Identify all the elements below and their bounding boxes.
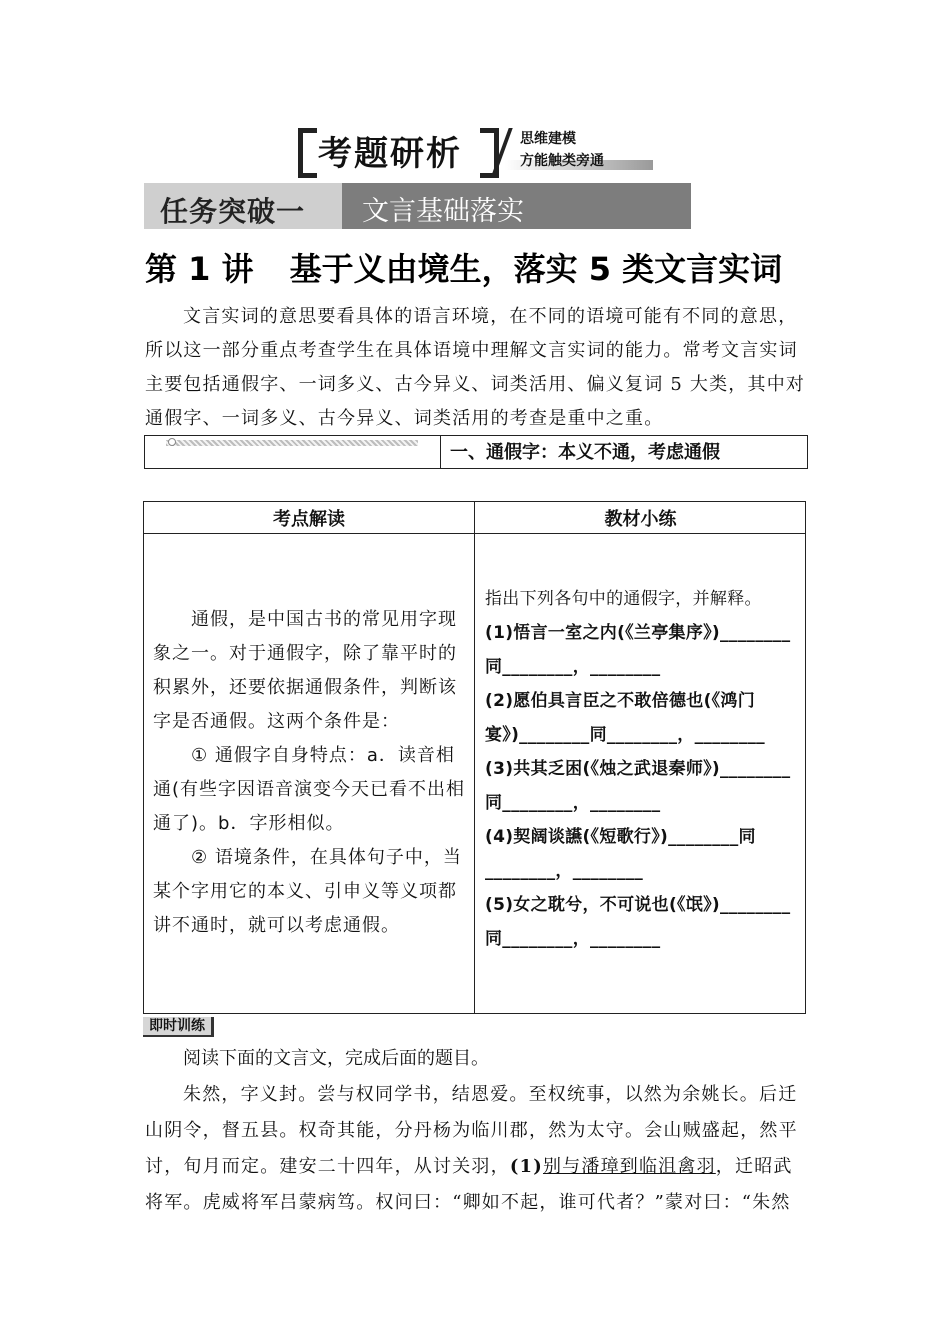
explanation-paragraph: ② 语境条件，在具体句子中，当某个字用它的本义、引申义等义项都讲不通时，就可以考虑通假。 (153, 847, 462, 936)
banner-subtitle-1: 思维建模 (520, 131, 576, 147)
classical-passage (145, 1077, 807, 1221)
banner-bracket-left (298, 128, 317, 178)
lesson-number: 第 1 讲 (145, 250, 254, 288)
intro-paragraph: 文言实词的意思要看具体的语言环境，在不同的语境可能有不同的意思，所以这一部分重点考查学生在具体语境中理解文言实词的能力。常考文言实词主要包括通假字、一词多义、古今异义、词类活用、偏义复词 5 大类，其中对通假字、一词多义、古今异义、词类活用的考查是重中之重。 (145, 306, 806, 429)
exercise-question: (1)悟言一室之内(《兰亭集序》)________同________，________ (485, 623, 791, 677)
exercise-question: (3)共其乏困(《烛之武退秦师》)________同________，________ (485, 759, 791, 813)
lesson-heading: 基于义由境生，落实 5 类文言实词 (289, 250, 783, 288)
exercise-question: (4)契阔谈讌(《短歌行》)________同________，________ (485, 827, 756, 881)
passage-text: 朱然，字义封。尝与权同学书，结恩爱。至权统事，以然为余姚长。后迁山阴令，督五县。权奇其能，分丹杨为临川郡，然为太守。会山贼盛起，然平讨，旬月而定。建安二十四年，从讨关羽， (145, 1084, 798, 1177)
section-title: 一、通假字：本义不通，考虑通假 (450, 442, 720, 463)
section-divider (440, 435, 441, 469)
table-header-right: 教材小练 (604, 509, 677, 530)
banner-title: 考题研析 (318, 134, 462, 174)
lesson-title (145, 244, 782, 290)
banner-subtitle-2: 方能触类旁通 (520, 153, 604, 169)
task-label: 任务突破一 (160, 195, 306, 228)
table-cell-exercises (485, 582, 800, 956)
passage-underlined-sentence: 别与潘璋到临沮禽羽 (542, 1156, 716, 1177)
section-decoration-dot (168, 438, 176, 446)
passage-question-number: (1) (509, 1156, 543, 1177)
table-header-line (143, 533, 806, 534)
exercise-instruction: 指出下列各句中的通假字，并解释。 (485, 589, 762, 609)
table-vertical-line (474, 501, 475, 1014)
section-decoration (166, 440, 418, 446)
reading-instruction: 阅读下面的文言文，完成后面的题目。 (183, 1048, 489, 1069)
explanation-paragraph: 通假，是中国古书的常见用字现象之一。对于通假字，除了靠平时的积累外，还要依据通假条件，判断该字是否通假。这两个条件是： (153, 609, 457, 732)
table-header-left: 考点解读 (273, 509, 345, 530)
task-topic: 文言基础落实 (362, 196, 524, 227)
table-cell-explanation (153, 603, 471, 943)
training-tag: 即时训练 (143, 1017, 214, 1037)
explanation-paragraph: ① 通假字自身特点：a．读音相通(有些字因语音演变今天已看不出相通了)。b．字形相似。 (153, 745, 466, 834)
exercise-question: (5)女之耽兮，不可说也(《氓》)________同________，________ (485, 895, 791, 949)
exercise-question: (2)愿伯具言臣之不敢倍德也(《鸿门宴》)________同________，________ (485, 691, 765, 745)
passage-text-continued: ，迁昭武将军。虎威将军吕蒙病笃。权问曰：“卿如不起，谁可代者？”蒙对曰：“朱然 (145, 1156, 793, 1213)
